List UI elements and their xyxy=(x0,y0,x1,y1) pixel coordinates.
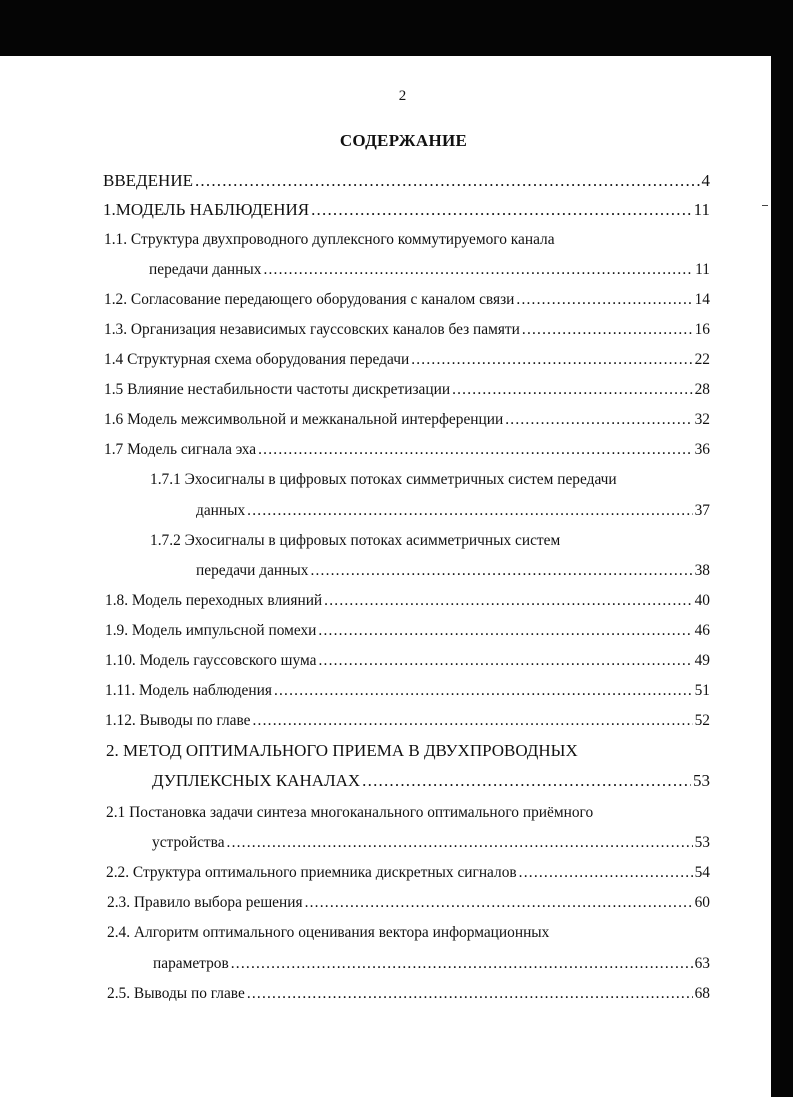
toc-entry[interactable] xyxy=(105,621,710,641)
toc-leader xyxy=(274,681,693,701)
toc-entry-title: 1.7 Модель сигнала эха xyxy=(104,441,257,458)
toc-entry-page: 52 xyxy=(694,712,710,729)
toc-entry-title: передачи данных xyxy=(149,261,262,278)
toc-leader xyxy=(253,711,693,731)
toc-entry[interactable] xyxy=(103,200,710,220)
toc-leader xyxy=(310,561,692,581)
toc-entry-page: 28 xyxy=(694,381,710,398)
toc-entry-title: 2.2. Структура оптимального приемника дискретных сигналов xyxy=(106,864,517,881)
toc-entry-title: 1.МОДЕЛЬ НАБЛЮДЕНИЯ xyxy=(103,200,310,219)
toc-entry-title: 2.3. Правило выбора решения xyxy=(107,894,303,911)
toc-entry-title: 2.5. Выводы по главе xyxy=(107,985,245,1002)
toc-entry-page: 51 xyxy=(694,682,710,699)
toc-entry[interactable] xyxy=(107,984,710,1004)
toc-leader xyxy=(305,893,693,913)
toc-entry-page: 37 xyxy=(694,502,710,519)
toc-entry-title: ДУПЛЕКСНЫХ КАНАЛАХ xyxy=(152,771,361,790)
toc-entry-page: 14 xyxy=(694,291,710,308)
toc-entry-title: 1.11. Модель наблюдения xyxy=(105,682,272,699)
toc-entry-page: 54 xyxy=(694,864,710,881)
toc-leader xyxy=(311,200,692,220)
toc-entry-page: 53 xyxy=(694,834,710,851)
toc-entry-title: данных xyxy=(196,502,246,519)
toc-entry-page: 11 xyxy=(693,200,710,219)
toc-entry[interactable] xyxy=(105,681,710,701)
toc-entry[interactable] xyxy=(107,923,710,943)
toc-entry[interactable] xyxy=(105,651,710,671)
toc-entry-title: 1.9. Модель импульсной помехи xyxy=(105,622,317,639)
toc-leader xyxy=(505,410,692,430)
toc-entry-title: 1.4 Структурная схема оборудования передачи xyxy=(104,351,410,368)
toc-leader xyxy=(411,350,692,370)
toc-leader xyxy=(195,171,700,191)
toc-entry[interactable] xyxy=(106,863,710,883)
toc-entry-page: 53 xyxy=(693,771,710,790)
toc-entry-title: 1.7.2 Эхосигналы в цифровых потоках асимметричных систем xyxy=(150,532,561,549)
toc-entry[interactable] xyxy=(104,410,710,430)
toc-entry-page: 22 xyxy=(694,351,710,368)
toc-entry-page: 63 xyxy=(694,955,710,972)
toc-entry-title: 1.8. Модель переходных влияний xyxy=(105,592,323,609)
toc-entry[interactable] xyxy=(106,803,710,823)
toc-entry-page: 40 xyxy=(694,592,710,609)
toc-leader xyxy=(516,290,692,310)
toc-entry[interactable] xyxy=(105,711,710,731)
toc-leader xyxy=(247,984,693,1004)
toc-entry[interactable] xyxy=(104,230,710,250)
toc-leader xyxy=(227,833,693,853)
toc-entry-page: 36 xyxy=(694,441,710,458)
toc-entry[interactable] xyxy=(196,501,710,521)
toc-entry-title: параметров xyxy=(153,955,229,972)
page-title: СОДЕРЖАНИЕ xyxy=(339,131,468,150)
toc-entry-title: 1.3. Организация независимых гауссовских каналов без памяти xyxy=(104,321,520,338)
toc-entry-title: 1.2. Согласование передающего оборудования с каналом связи xyxy=(104,291,515,308)
toc-entry-title: устройства xyxy=(152,834,225,851)
toc-leader xyxy=(318,651,692,671)
toc-leader xyxy=(263,260,693,280)
toc-leader xyxy=(452,380,693,400)
toc-entry[interactable] xyxy=(152,771,710,791)
toc-entry[interactable] xyxy=(149,260,710,280)
toc-leader xyxy=(362,771,691,791)
toc-entry[interactable] xyxy=(153,954,710,974)
toc-entry[interactable] xyxy=(104,380,710,400)
toc-leader xyxy=(231,954,693,974)
toc-leader xyxy=(247,501,692,521)
toc-entry-page: 38 xyxy=(694,562,710,579)
toc-entry[interactable] xyxy=(150,531,710,551)
toc-entry[interactable] xyxy=(104,290,710,310)
toc-entry[interactable] xyxy=(104,350,710,370)
toc-entry-page: 60 xyxy=(694,894,710,911)
toc-entry[interactable] xyxy=(104,440,710,460)
toc-leader xyxy=(324,591,692,611)
toc-entry[interactable] xyxy=(104,320,710,340)
toc-leader xyxy=(258,440,692,460)
toc-leader xyxy=(318,621,692,641)
toc-entry-title: 2.4. Алгоритм оптимального оценивания вектора информационных xyxy=(107,924,550,941)
toc-leader xyxy=(522,320,693,340)
toc-entry[interactable] xyxy=(152,833,710,853)
toc-entry-page: 68 xyxy=(694,985,710,1002)
toc-entry-title: 1.12. Выводы по главе xyxy=(105,712,251,729)
toc-entry[interactable] xyxy=(103,171,710,191)
toc-entry-title: 1.10. Модель гауссовского шума xyxy=(105,652,317,669)
toc-entry-page: 16 xyxy=(694,321,710,338)
toc-entry-title: 1.1. Структура двухпроводного дуплексного коммутируемого канала xyxy=(104,231,555,248)
page-number: 2 xyxy=(398,88,407,104)
toc-entry[interactable] xyxy=(196,561,710,581)
toc-entry-page: 11 xyxy=(695,261,710,278)
toc-entry-title: 1.6 Модель межсимвольной и межканальной интерференции xyxy=(104,411,504,428)
toc-entry-title: 2.1 Постановка задачи синтеза многоканального оптимального приёмного xyxy=(106,804,594,821)
toc-entry[interactable] xyxy=(150,470,710,490)
toc-entry-title: 1.5 Влияние нестабильности частоты дискретизации xyxy=(104,381,451,398)
toc-entry-page: 49 xyxy=(694,652,710,669)
toc-leader xyxy=(519,863,693,883)
toc-entry-title: 2. МЕТОД ОПТИМАЛЬНОГО ПРИЕМА В ДВУХПРОВОДНЫХ xyxy=(106,741,578,760)
toc-entry[interactable] xyxy=(105,591,710,611)
toc-entry-title: 1.7.1 Эхосигналы в цифровых потоках симметричных систем передачи xyxy=(150,471,617,488)
toc-entry-title: передачи данных xyxy=(196,562,309,579)
toc-entry-page: 46 xyxy=(694,622,710,639)
toc-entry-title: ВВЕДЕНИЕ xyxy=(103,171,193,190)
toc-entry[interactable] xyxy=(107,893,710,913)
toc-entry-page: 32 xyxy=(694,411,710,428)
toc-entry-page: 4 xyxy=(701,171,710,190)
toc-entry[interactable] xyxy=(106,741,710,761)
